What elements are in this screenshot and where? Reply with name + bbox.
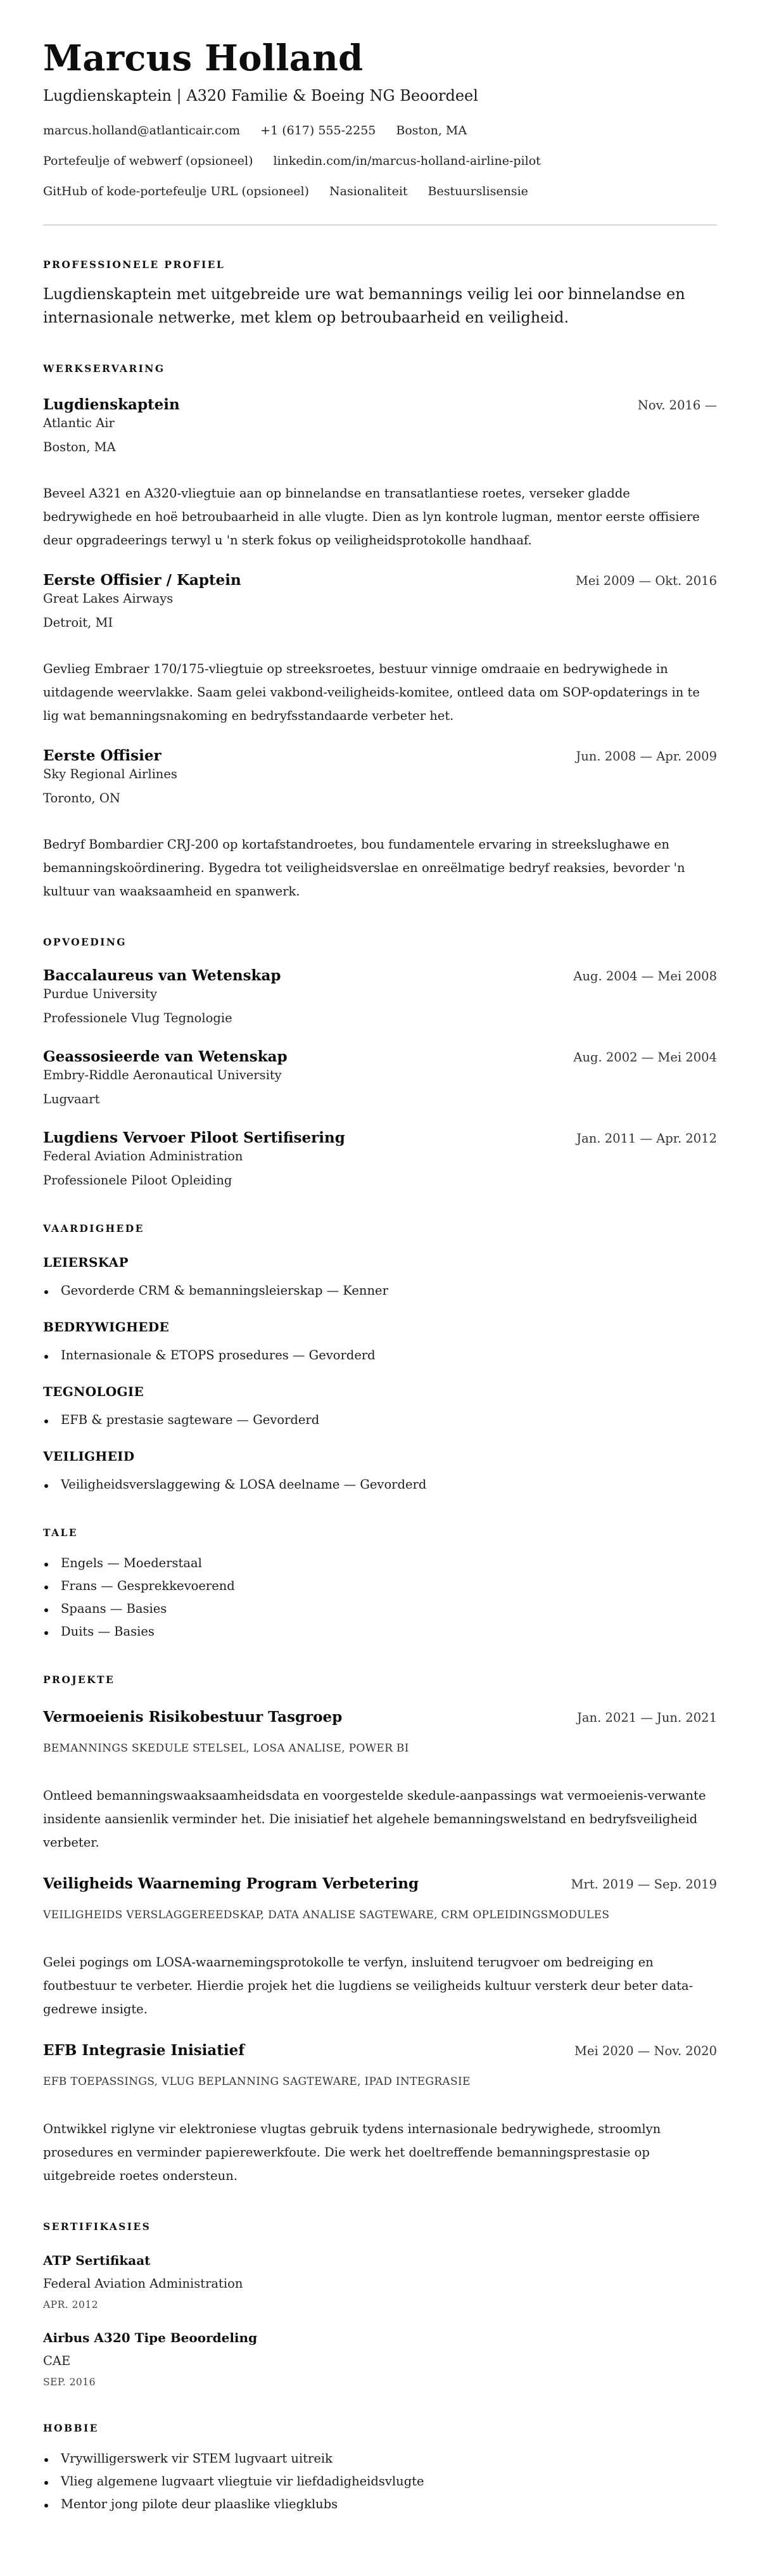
experience-entry [43, 571, 717, 727]
skill-item: EFB & prestasie sagteware — Gevorderd [43, 1411, 717, 1429]
contact-nationality: Nasionaliteit [329, 184, 408, 198]
project-description: Gelei pogings om LOSA-waarnemingsprotokolle te verfyn, insluitend terugvoer om bedreiging en foutbestuur te verbeter. Hierdie projek het die lugdiens se veiligheids kultuur versterk deur beter data-gedrewe insigte. [43, 1955, 694, 2016]
hobby-item: Vlieg algemene lugvaart vliegtuie vir liefdadigheidsvlugte [43, 2473, 717, 2490]
job-dates: Jun. 2008 — Apr. 2009 [576, 749, 717, 764]
degree-dates: Aug. 2002 — Mei 2004 [573, 1050, 717, 1065]
profile-section [43, 259, 717, 330]
skill-group [43, 1383, 717, 1429]
skill-item: Veiligheidsverslaggewing & LOSA deelname — Gevorderd [43, 1476, 717, 1494]
skill-group-title: TEGNOLOGIE [43, 1384, 144, 1399]
contact-github[interactable]: GitHub of kode-portefeulje URL (opsioneel) [43, 184, 309, 198]
job-description: Gevlieg Embraer 170/175-vliegtuie op streeksroetes, bestuur vinnige omdraaie en bedrywighede in uitdagende weervlakke. Saam gelei vakbond-veiligheids-komitee, ontleed data om SOP-opdaterings in te lig wat bemanningsnakoming en bedryfsstandaarde verbeter het. [43, 662, 700, 723]
skill-item: Gevorderde CRM & bemanningsleierskap — Kenner [43, 1282, 717, 1300]
contact-portfolio[interactable]: Portefeulje of webwerf (opsioneel) [43, 154, 253, 168]
profile-summary: Lugdienskaptein met uitgebreide ure wat bemannings veilig lei oor binnelandse en internasionale netwerke, met klem op betroubaarheid en veiligheid. [43, 285, 685, 326]
job-location: Boston, MA [43, 440, 116, 454]
section-heading-certifications: SERTIFIKASIES [43, 2220, 151, 2233]
project-dates: Mrt. 2019 — Sep. 2019 [571, 1877, 717, 1892]
project-tech-stack: BEMANNINGS SKEDULE STELSEL, LOSA ANALISE, POWER BI [43, 1742, 409, 1755]
school-name: Embry-Riddle Aeronautical University [43, 1068, 282, 1082]
degree-title: Lugdiens Vervoer Piloot Sertifisering [43, 1129, 345, 1146]
skill-group [43, 1448, 717, 1494]
job-title: Eerste Offisier [43, 747, 162, 764]
experience-entry [43, 747, 717, 903]
education-section [43, 936, 717, 1189]
candidate-headline: Lugdienskaptein | A320 Familie & Boeing NG Beoordeel [43, 87, 478, 105]
certification-entry [43, 2329, 717, 2389]
job-company: Great Lakes Airways [43, 591, 174, 606]
contact-phone[interactable]: +1 (617) 555-2255 [260, 124, 376, 138]
field-of-study: Lugvaart [43, 1092, 100, 1106]
contact-row-primary [43, 122, 717, 139]
job-title: Lugdienskaptein [43, 396, 180, 413]
project-title: Vermoeienis Risikobestuur Tasgroep [43, 1708, 343, 1726]
degree-title: Baccalaureus van Wetenskap [43, 967, 281, 984]
skill-group-title: BEDRYWIGHEDE [43, 1319, 170, 1335]
project-entry [43, 1708, 717, 1854]
education-entry [43, 1048, 717, 1108]
degree-title: Geassosieerde van Wetenskap [43, 1048, 288, 1065]
project-title: Veiligheids Waarneming Program Verbetering [43, 1875, 419, 1892]
hobbies-list [43, 2450, 717, 2513]
language-item: Frans — Gesprekkevoerend [43, 1577, 717, 1595]
section-heading-projects: PROJEKTE [43, 1674, 115, 1686]
education-entry [43, 1129, 717, 1189]
contact-row-extra [43, 183, 717, 200]
contact-drivers-license: Bestuurslisensie [428, 184, 528, 198]
candidate-name: Marcus Holland [43, 37, 364, 79]
project-description: Ontwikkel riglyne vir elektroniese vlugtas gebruik tydens internasionale bedrywighede, stroomlyn prosedures en verminder papierewerkfoute. Die werk het doeltreffende bemanningsprestasie op uitgebreide roetes ondersteun. [43, 2122, 661, 2183]
contact-row-links [43, 152, 717, 170]
section-heading-skills: VAARDIGHEDE [43, 1222, 144, 1234]
job-location: Toronto, ON [43, 791, 120, 805]
hobby-item: Vrywilligerswerk vir STEM lugvaart uitreik [43, 2450, 717, 2468]
language-item: Spaans — Basies [43, 1600, 717, 1618]
project-entry [43, 2041, 717, 2188]
experience-entry [43, 395, 717, 552]
section-heading-education: OPVOEDING [43, 936, 127, 948]
skill-item: Internasionale & ETOPS prosedures — Gevorderd [43, 1347, 717, 1364]
hobby-item: Mentor jong pilote deur plaaslike vliegklubs [43, 2496, 717, 2513]
skill-group-title: LEIERSKAP [43, 1255, 129, 1270]
school-name: Purdue University [43, 987, 157, 1001]
certification-title: ATP Sertifikaat [43, 2253, 151, 2268]
skill-group [43, 1254, 717, 1300]
experience-section [43, 362, 717, 903]
language-item: Engels — Moederstaal [43, 1554, 717, 1572]
project-tech-stack: VEILIGHEIDS VERSLAGGEREEDSKAP, DATA ANALISE SAGTEWARE, CRM OPLEIDINGSMODULES [43, 1909, 610, 1921]
certification-date: SEP. 2016 [43, 2376, 96, 2388]
contact-location: Boston, MA [396, 124, 467, 138]
job-company: Sky Regional Airlines [43, 767, 177, 781]
project-entry [43, 1874, 717, 2021]
project-dates: Mei 2020 — Nov. 2020 [574, 2044, 717, 2058]
section-heading-profile: PROFESSIONELE PROFIEL [43, 259, 225, 271]
job-title: Eerste Offisier / Kaptein [43, 572, 241, 589]
job-description: Beveel A321 en A320-vliegtuie aan op binnelandse en transatlantiese roetes, verseker gladde bedrywighede en hoë betroubaarheid in alle vlugte. Dien as lyn kontrole lugman, mentor eerste offisiere deur opgradeerings terwyl u 'n sterk fokus op veiligheidsprotokolle handhaaf. [43, 486, 700, 548]
contact-email[interactable]: marcus.holland@atlanticair.com [43, 124, 241, 138]
skill-group-title: VEILIGHEID [43, 1449, 135, 1464]
field-of-study: Professionele Vlug Tegnologie [43, 1011, 232, 1025]
school-name: Federal Aviation Administration [43, 1149, 243, 1163]
job-dates: Mei 2009 — Okt. 2016 [575, 574, 717, 588]
job-description: Bedryf Bombardier CRJ-200 op kortafstandroetes, bou fundamentele ervaring in streekslughawe en bemanningskoördinering. Bygedra tot veiligheidsverslae en onreëlmatige bedryf reaksies, bevorder 'n kultuur van waaksaamheid en spanwerk. [43, 837, 685, 899]
project-tech-stack: EFB TOEPASSINGS, VLUG BEPLANNING SAGTEWARE, IPAD INTEGRASIE [43, 2075, 471, 2088]
project-description: Ontleed bemanningswaaksaamheidsdata en voorgestelde skedule-aanpassings wat vermoeienis-verwante insidente aansienlik verminder het. Die inisiatief het algehele bemanningswelstand en bedryfsveiligheid verbeter. [43, 1788, 706, 1850]
degree-dates: Jan. 2011 — Apr. 2012 [576, 1131, 717, 1146]
certifications-section [43, 2220, 717, 2389]
section-heading-experience: WERKSERVARING [43, 362, 165, 375]
hobbies-section [43, 2422, 717, 2513]
certification-date: APR. 2012 [43, 2299, 99, 2310]
certification-issuer: CAE [43, 2354, 71, 2368]
languages-list [43, 1554, 717, 1641]
language-item: Duits — Basies [43, 1623, 717, 1641]
field-of-study: Professionele Piloot Opleiding [43, 1173, 232, 1188]
skill-group [43, 1319, 717, 1364]
project-dates: Jan. 2021 — Jun. 2021 [577, 1710, 717, 1725]
education-entry [43, 966, 717, 1027]
job-location: Detroit, MI [43, 615, 113, 630]
certification-issuer: Federal Aviation Administration [43, 2276, 243, 2291]
projects-section [43, 1674, 717, 2188]
languages-section [43, 1527, 717, 1641]
section-heading-hobbies: HOBBIE [43, 2422, 99, 2434]
section-heading-languages: TALE [43, 1527, 79, 1539]
contact-linkedin[interactable]: linkedin.com/in/marcus-holland-airline-pilot [273, 154, 541, 168]
certification-entry [43, 2252, 717, 2312]
header-divider [43, 224, 717, 226]
job-dates: Nov. 2016 — [637, 398, 717, 413]
resume-header [43, 37, 717, 226]
degree-dates: Aug. 2004 — Mei 2008 [573, 969, 717, 984]
job-company: Atlantic Air [43, 416, 115, 430]
project-title: EFB Integrasie Inisiatief [43, 2042, 245, 2059]
skills-section [43, 1222, 717, 1494]
certification-title: Airbus A320 Tipe Beoordeling [43, 2330, 258, 2345]
